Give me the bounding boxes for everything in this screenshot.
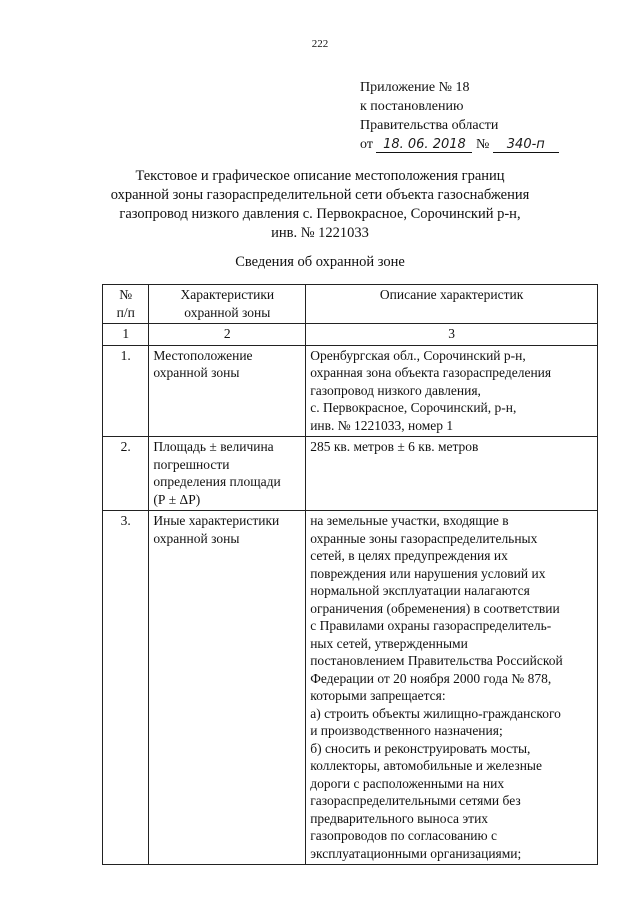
document-title xyxy=(60,167,580,243)
cell-line: 285 кв. метров ± 6 кв. метров xyxy=(310,439,479,454)
appendix-line-1: Приложение № 18 xyxy=(360,80,470,95)
cell-line: Площадь ± величина xyxy=(153,439,274,454)
cell-line: охранной зоны xyxy=(153,365,240,380)
cell-line: Местоположение xyxy=(153,347,253,363)
row-description xyxy=(306,437,598,511)
header-text: № xyxy=(119,287,133,302)
table-row xyxy=(103,345,598,437)
appendix-date-line xyxy=(360,135,559,154)
handwritten-date: 18. 06. 2018 xyxy=(376,138,472,153)
cell-line: определения площади xyxy=(153,474,281,489)
cell-line: (Р ± ΔР) xyxy=(153,491,201,507)
row-number: 2. xyxy=(103,437,149,511)
appendix-block xyxy=(360,78,559,154)
cell-line: с Правилами охраны газораспределитель- xyxy=(310,618,552,633)
appendix-line-2: к постановлению xyxy=(360,99,464,114)
header-text: Характеристики xyxy=(180,287,275,302)
title-line: инв. № 1221033 xyxy=(271,225,369,241)
header-text: Описание характеристик xyxy=(379,287,524,302)
header-text: охранной зоны xyxy=(184,304,271,320)
cell-line: газораспределительными сетями без xyxy=(310,793,521,808)
cell-line: коллекторы, автомобильные и железные xyxy=(310,758,542,773)
page-number: 222 xyxy=(311,38,329,50)
column-number-row xyxy=(103,324,598,346)
cell-line: постановлением Правительства Российской xyxy=(310,653,563,668)
cell-line: ограничения (обременения) в соответствии xyxy=(310,600,560,616)
cell-line: охранной зоны xyxy=(153,530,240,546)
cell-line: охранная зона объекта газораспределения xyxy=(310,365,552,380)
title-line: охранной зоны газораспределительной сети объекта газоснабжения xyxy=(110,187,530,203)
row-characteristic xyxy=(149,345,306,437)
header-description xyxy=(306,285,598,324)
row-characteristic xyxy=(149,437,306,511)
cell-line: Иные характеристики xyxy=(153,513,280,528)
cell-line: на земельные участки, входящие в xyxy=(310,513,509,528)
cell-line: и производственного назначения; xyxy=(310,723,503,738)
cell-line: Федерации от 20 ноября 2000 года № 878, xyxy=(310,670,552,686)
title-line: газопровод низкого давления с. Первокрасное, Сорочинский р-н, xyxy=(119,206,521,222)
header-text: п/п xyxy=(116,304,135,320)
table-header-row xyxy=(103,285,598,324)
column-number: 3 xyxy=(306,324,598,346)
cell-line: газопроводов по согласованию с xyxy=(310,828,497,843)
cell-line: предварительного выноса этих xyxy=(310,810,489,826)
header-characteristics xyxy=(149,285,306,324)
row-description xyxy=(306,345,598,437)
protection-zone-table xyxy=(102,284,598,865)
column-number: 2 xyxy=(149,324,306,346)
cell-line: которыми запрещается: xyxy=(310,688,446,703)
appendix-line-3: Правительства области xyxy=(360,118,499,133)
cell-line: погрешности xyxy=(153,456,230,472)
handwritten-number: 340-п xyxy=(493,138,559,153)
row-description xyxy=(306,511,598,865)
from-label: от xyxy=(360,137,373,152)
column-number: 1 xyxy=(103,324,149,346)
cell-line: ных сетей, утвержденными xyxy=(310,635,468,651)
row-number: 1. xyxy=(103,345,149,437)
cell-line: нормальной эксплуатации налагаются xyxy=(310,583,530,598)
cell-line: а) строить объекты жилищно-гражданского xyxy=(310,705,561,721)
cell-line: дороги с расположенными на них xyxy=(310,775,505,791)
title-line: Текстовое и графическое описание местоположения границ xyxy=(135,168,505,184)
header-number xyxy=(103,285,149,324)
cell-line: сетей, в целях предупреждения их xyxy=(310,548,508,563)
row-characteristic xyxy=(149,511,306,865)
table-row xyxy=(103,511,598,865)
cell-line: охранные зоны газораспределительных xyxy=(310,530,538,546)
cell-line: эксплуатационными организациями; xyxy=(310,845,522,861)
cell-line: повреждения или нарушения условий их xyxy=(310,565,546,581)
row-number: 3. xyxy=(103,511,149,865)
section-subtitle: Сведения об охранной зоне xyxy=(235,254,405,270)
cell-line: газопровод низкого давления, xyxy=(310,382,481,398)
number-label: № xyxy=(475,137,490,152)
table-row xyxy=(103,437,598,511)
cell-line: с. Первокрасное, Сорочинский, р-н, xyxy=(310,400,517,415)
cell-line: Оренбургская обл., Сорочинский р-н, xyxy=(310,347,526,363)
cell-line: б) сносить и реконструировать мосты, xyxy=(310,740,531,756)
cell-line: инв. № 1221033, номер 1 xyxy=(310,417,454,433)
